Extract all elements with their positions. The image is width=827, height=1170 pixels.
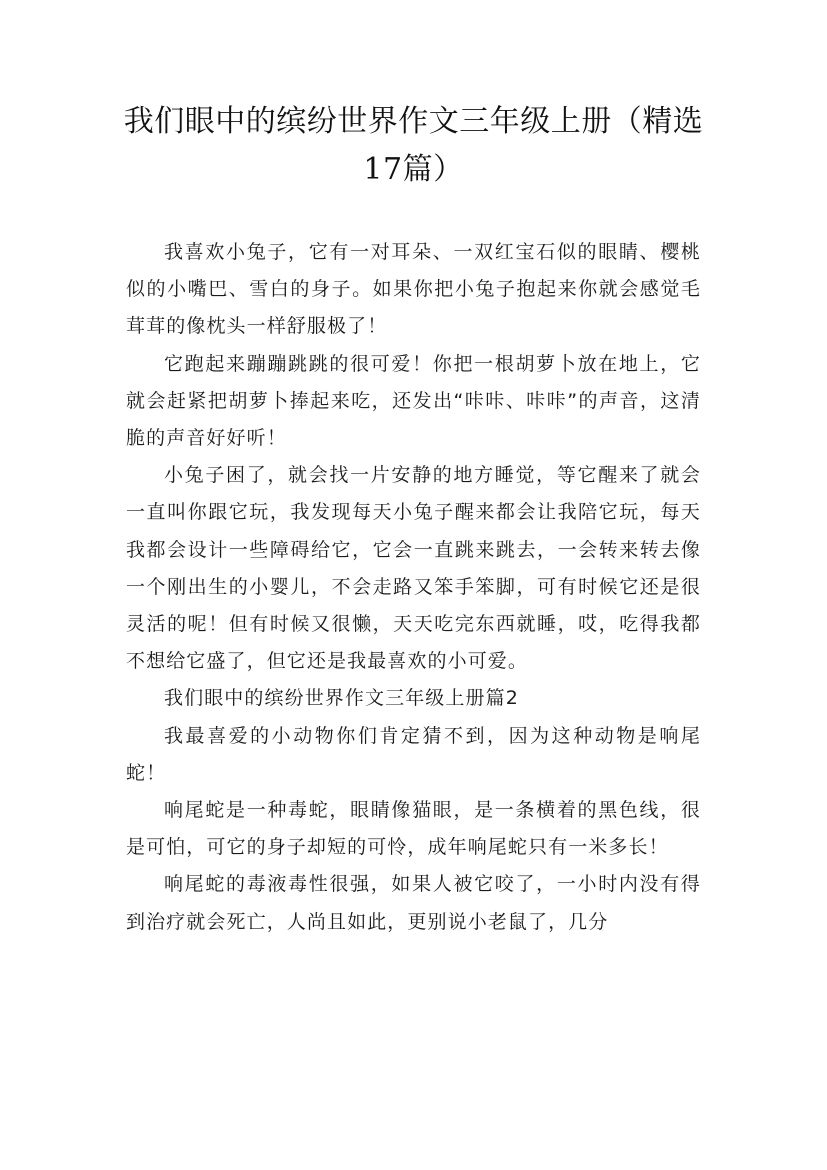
document-title: 我们眼中的缤纷世界作文三年级上册（精选17篇） [123,104,704,187]
paragraph-5: 响尾蛇是一种毒蛇，眼睛像猫眼，是一条横着的黑色线，很是可怕，可它的身子却短的可怜，成年响尾蛇只有一米多长！ [126,799,701,859]
paragraph-4: 我最喜爱的小动物你们肯定猜不到，因为这种动物是响尾蛇！ [126,724,701,784]
section-heading-2: 我们眼中的缤纷世界作文三年级上册篇2 [164,687,519,710]
paragraph-6: 响尾蛇的毒液毒性很强，如果人被它咬了，一小时内没有得到治疗就会死亡，人尚且如此，更别说小老鼠了，几分 [126,873,701,933]
paragraph-3: 小兔子困了，就会找一片安静的地方睡觉，等它醒来了就会一直叫你跟它玩，我发现每天小兔子醒来都会让我陪它玩，每天我都会设计一些障碍给它，它会一直跳来跳去，一会转来转去像一个刚出生的小婴儿，不会走路又笨手笨脚，可有时候它还是很灵活的呢！但有时候又很懒，天天吃完东西就睡，哎，吃得我都不想给它盛了，但它还是我最喜欢的小可爱。 [126,464,701,673]
paragraph-1: 我喜欢小兔子，它有一对耳朵、一双红宝石似的眼睛、樱桃似的小嘴巴、雪白的身子。如果你把小兔子抱起来你就会感觉毛茸茸的像枕头一样舒服极了！ [126,241,701,338]
document-body [126,234,701,941]
paragraph-2: 它跑起来蹦蹦跳跳的很可爱！你把一根胡萝卜放在地上，它就会赶紧把胡萝卜捧起来吃，还发出“咔咔、咔咔”的声音，这清脆的声音好好听！ [126,352,701,450]
